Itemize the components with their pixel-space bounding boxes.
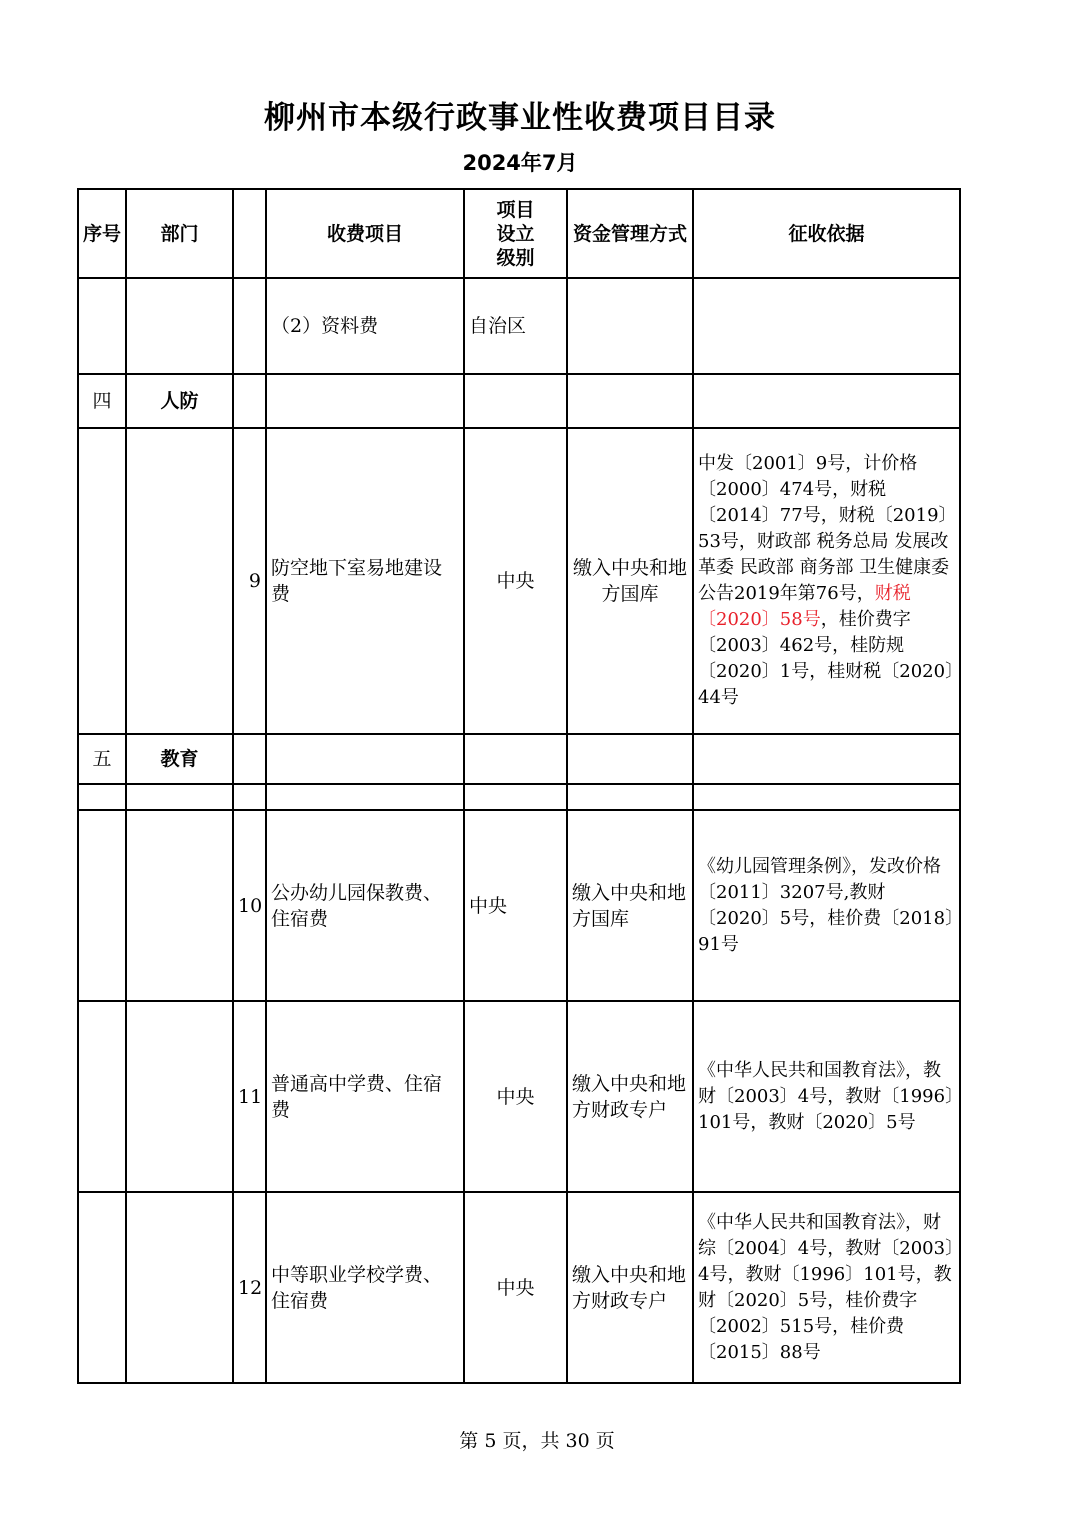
item-cell: 防空地下室易地建设费 [266,428,464,734]
header-department: 部门 [126,189,233,278]
fee-table [77,188,961,1384]
number-cell: 12 [233,1192,266,1383]
table-row [78,1001,960,1192]
level-cell: 自治区 [464,278,567,374]
table-row [78,278,960,374]
table-row [78,428,960,734]
management-cell: 缴入中央和地方财政专户 [567,1192,693,1383]
section-department: 教育 [126,734,233,784]
item-cell: 公办幼儿园保教费、住宿费 [266,810,464,1001]
basis-cell: 《中华人民共和国教育法》，财综〔2004〕4号，教财〔2003〕4号，教财〔1996〕101号，教财〔2020〕5号，桂价费字〔2002〕515号，桂价费〔2015〕88号 [693,1192,960,1383]
header-basis: 征收依据 [693,189,960,278]
number-cell: 11 [233,1001,266,1192]
level-cell: 中央 [464,810,567,1001]
header-index: 序号 [78,189,126,278]
basis-cell: 《中华人民共和国教育法》，教财〔2003〕4号，教财〔1996〕101号，教财〔2020〕5号 [693,1001,960,1192]
header-level: 项目设立级别 [464,189,567,278]
level-cell: 中央 [464,428,567,734]
header-management: 资金管理方式 [567,189,693,278]
document-date: 2024年7月 [462,151,578,175]
section-index: 四 [78,374,126,428]
level-cell: 中央 [464,1001,567,1192]
item-cell: 中等职业学校学费、住宿费 [266,1192,464,1383]
page-footer: 第 5 页，共 30 页 [459,1430,615,1452]
management-cell: 缴入中央和地方国库 [567,428,693,734]
number-cell: 10 [233,810,266,1001]
item-cell: （2）资料费 [266,278,464,374]
header-item: 收费项目 [266,189,464,278]
table-row [78,810,960,1001]
table-row [78,1192,960,1383]
number-cell: 9 [233,428,266,734]
section-department: 人防 [126,374,233,428]
section-row [78,734,960,784]
empty-row [78,784,960,810]
management-cell: 缴入中央和地方财政专户 [567,1001,693,1192]
header-number [233,189,266,278]
management-cell: 缴入中央和地方国库 [567,810,693,1001]
basis-cell: 《幼儿园管理条例》，发改价格〔2011〕3207号,教财〔2020〕5号，桂价费〔2018〕91号 [693,810,960,1001]
basis-text: ，桂价费字〔2003〕462号，桂防规〔2020〕1号，桂财税〔2020〕44号 [698,609,955,708]
level-cell: 中央 [464,1192,567,1383]
header-row [78,189,960,278]
section-index: 五 [78,734,126,784]
basis-text: 中发〔2001〕9号，计价格〔2000〕474号，财税〔2014〕77号，财税〔2019〕53号，财政部 税务总局 发展改革委 民政部 商务部 卫生健康委公告2019年第76号， [698,453,950,604]
document-title: 柳州市本级行政事业性收费项目目录 [264,100,776,136]
item-cell: 普通高中学费、住宿费 [266,1001,464,1192]
basis-cell [693,428,960,734]
section-row [78,374,960,428]
basis-highlight: 财税〔2020〕58号 [698,583,911,630]
